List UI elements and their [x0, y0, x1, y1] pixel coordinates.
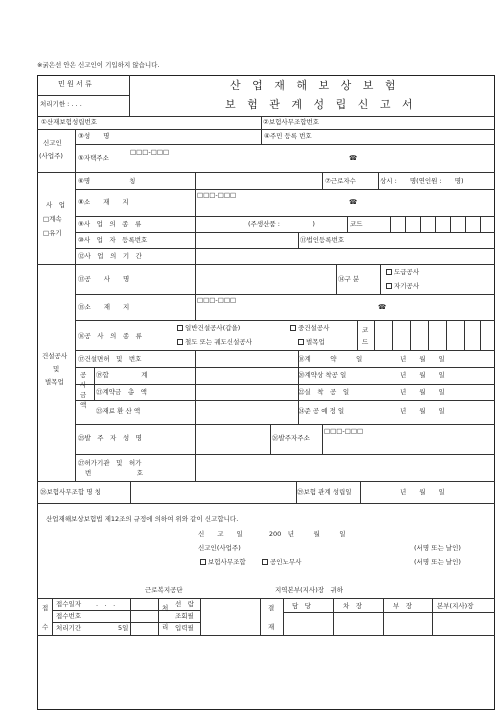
label-code2b: 드: [362, 338, 369, 346]
label-declarant-1: 신고인: [43, 139, 62, 147]
option-contract: 도급공사: [386, 269, 419, 276]
label-logging: 벌목업: [45, 378, 64, 386]
actual-start-value: 년 월 일: [400, 388, 445, 396]
agency-name: 근로복지공단: [145, 586, 183, 594]
established-value: 년 월 일: [400, 488, 445, 496]
label-permit-2: 번 호: [85, 469, 144, 477]
label-construction: 건설공사: [42, 352, 68, 360]
label-license: ⑰건설면허 및 번호: [78, 355, 142, 363]
label-project-name: ⑬공 사 명: [78, 275, 130, 283]
checkbox-agent-labor[interactable]: [262, 559, 268, 565]
label-client-address: ㉖발주자주소: [272, 434, 310, 442]
label-division: ⑭구 분: [338, 275, 360, 283]
label-approval-1: 결: [268, 604, 275, 612]
label-biz-limited: □유기: [43, 229, 62, 237]
label-established: ㉙보험 관계 성립일: [297, 488, 352, 496]
option-self: 자기공사: [386, 283, 419, 290]
label-contract-total: ㉑계약금 총 액: [96, 388, 147, 396]
label-declarant-2: (사업주): [39, 152, 63, 160]
workers-value: 상시 : 명(연인원 : 명): [380, 177, 464, 185]
phone-icon: ☎: [349, 154, 358, 162]
label-planned-start: ⑳계약상 착공 일: [298, 371, 347, 379]
checkbox-contract[interactable]: [386, 269, 392, 275]
label-amount-3: 금: [80, 391, 87, 399]
label-completion: ㉔준 공 예 정 일: [298, 407, 345, 415]
zip-biz: □□□-□□□: [197, 191, 237, 199]
checkbox-railway[interactable]: [177, 339, 183, 345]
checkbox-general[interactable]: [177, 325, 183, 331]
deadline-label: 처리기한 : . . .: [40, 100, 82, 108]
label-code: 코드: [350, 220, 363, 228]
label-biz-name: ⑥명 칭: [78, 177, 136, 185]
label-inquired: 조회필: [175, 612, 194, 620]
label-union-number: ②보험사무조합번호: [263, 118, 320, 126]
agency-branch: 지역본부(지사)장 귀하: [275, 586, 344, 594]
option-general: 일반건설공사(갑을): [177, 325, 240, 332]
label-workers: ⑦근로자수: [325, 177, 356, 185]
label-corp-reg: ⑪법인등록번호: [300, 236, 345, 244]
label-material: ㉓재료 환 산 액: [96, 407, 141, 415]
completion-value: 년 월 일: [400, 407, 445, 415]
zip-home: □□□-□□□: [130, 148, 170, 156]
label-actual-start: ㉒실 착 공 일: [298, 388, 350, 396]
option-railway: 철도 또는 궤도신설공사: [177, 339, 252, 346]
checkbox-agent-union[interactable]: [200, 559, 206, 565]
label-policy-number: ①산재보험성립번호: [41, 118, 98, 126]
zip-project: □□□-□□□: [197, 296, 237, 304]
label-biz-reg: ⑩사 업 자 등록번호: [78, 236, 148, 244]
label-process-2: 리: [162, 623, 169, 631]
label-location: ⑧소 재 지: [78, 198, 129, 206]
label-resident-number: ④주민 등록 번호: [264, 132, 312, 140]
phone-icon: ☎: [378, 303, 387, 311]
declarant-label: 신고인(사업주): [198, 544, 241, 552]
agent-union: 보험사무조합: [200, 559, 246, 566]
label-receipt-no: 접수번호: [56, 612, 82, 620]
option-heavy: 중건설공사: [290, 325, 329, 332]
label-total: ⑲합 계: [96, 371, 148, 379]
label-code2a: 코: [362, 326, 369, 334]
label-permit-1: ㉗허가기관 및 허가: [78, 459, 142, 467]
approver-manager: 부 장: [393, 602, 413, 610]
label-entered: 입력필: [175, 624, 194, 632]
label-period: 처리기간: [56, 624, 82, 632]
checkbox-logging[interactable]: [298, 339, 304, 345]
checkbox-heavy[interactable]: [290, 325, 296, 331]
contract-date-value: 년 월 일: [400, 355, 445, 363]
label-receipt-date: 접수일자: [56, 600, 82, 608]
label-and: 및: [53, 365, 60, 373]
label-project-location: ⑮소 재 지: [78, 303, 130, 311]
zip-client: □□□-□□□: [324, 427, 364, 435]
label-biz: 사 업: [46, 201, 66, 209]
civil-doc-label: 민 원 서 류: [58, 80, 92, 88]
declaration-date: 신 고 일 200 년 월 일: [198, 530, 346, 538]
form-title-1: 산 업 재 해 보 상 보 험: [230, 79, 400, 92]
label-reviewed: 선 람: [175, 600, 195, 608]
label-biz-type: ⑨사 업 의 종 류: [78, 220, 142, 228]
label-receipt-1: 접: [42, 604, 49, 612]
planned-start-value: 년 월 일: [400, 371, 445, 379]
label-receipt-2: 수: [42, 623, 49, 631]
label-name: ③성 명: [78, 132, 110, 140]
signature-1: (서명 또는 날인): [414, 544, 461, 552]
label-contract-date: ⑱계 약 일: [298, 355, 363, 363]
label-amount-1: 공: [80, 371, 87, 379]
receipt-date-dots: . . .: [96, 600, 116, 608]
approver-deputy: 차 장: [343, 602, 363, 610]
label-work-type: ⑯공 사 의 종 류: [78, 332, 142, 340]
checkbox-self[interactable]: [386, 283, 392, 289]
approver-staff: 담 당: [292, 602, 312, 610]
period-value: 5일: [118, 624, 129, 632]
label-approval-2: 재: [268, 623, 275, 631]
option-logging: 벌목업: [298, 339, 325, 346]
agent-labor: 공인노무사: [262, 559, 301, 566]
label-biz-continuous: □계속: [43, 215, 62, 223]
instruction-note: ※굵은선 안은 신고인이 기입하지 않습니다.: [37, 61, 160, 69]
approver-head: 본부(지사)장: [437, 602, 474, 610]
label-amount-4: 액: [80, 401, 87, 409]
declaration-text: 산업재해보상보험법 제12조의 규정에 의하여 위와 같이 신고합니다.: [46, 515, 239, 523]
label-union-name: ㉘보험사무조합 명 칭: [40, 488, 101, 496]
form-title-2: 보 험 관 계 성 립 신 고 서: [225, 98, 417, 111]
label-client-name: ㉕발 주 자 성 명: [78, 434, 142, 442]
phone-icon: ☎: [349, 198, 358, 206]
label-process-1: 처: [162, 604, 169, 612]
main-product-label: (주생산품 : ): [248, 220, 315, 228]
label-amount-2: 사: [80, 381, 87, 389]
signature-2: (서명 또는 날인): [414, 558, 461, 566]
label-home-address: ⑤자택주소: [78, 154, 109, 162]
label-biz-period: ⑫사 업 의 기 간: [78, 252, 142, 260]
